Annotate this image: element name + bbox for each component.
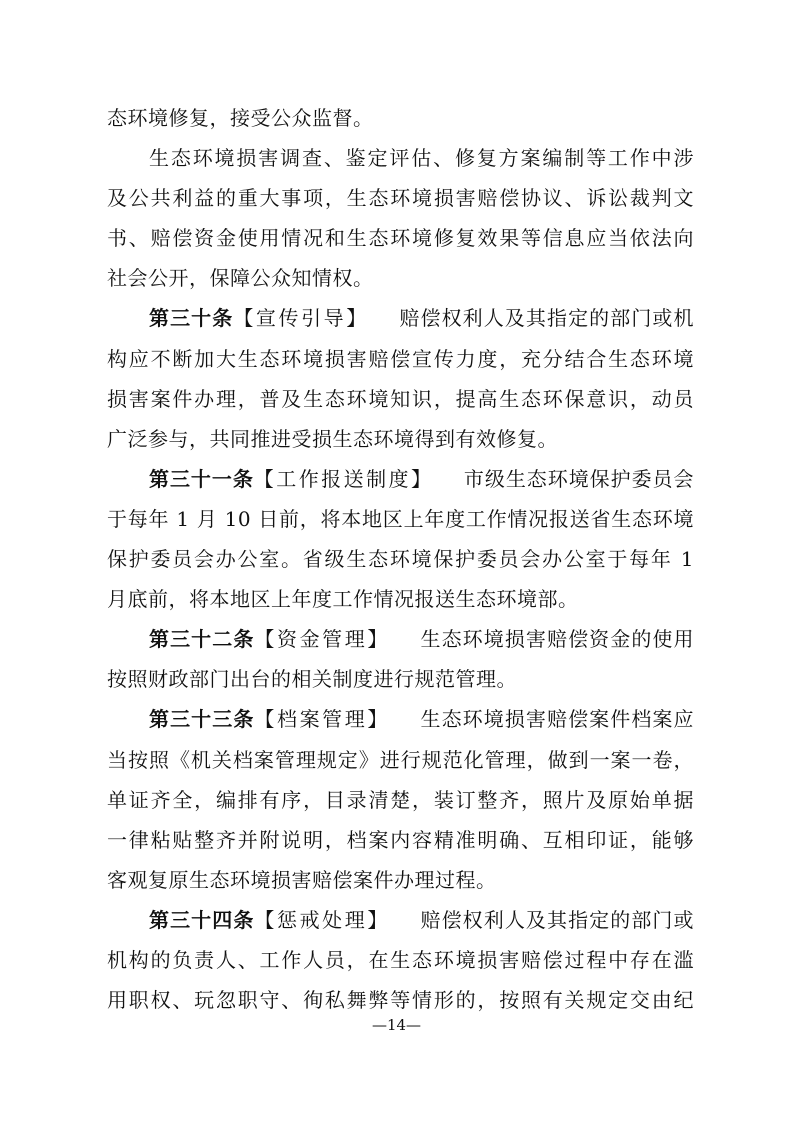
text-line: 广泛参与，共同推进受损生态环境得到有效修复。 (107, 426, 558, 451)
line-text: 生态环境损害赔偿资金的使用 (419, 627, 695, 652)
paragraph (107, 138, 694, 298)
article-paragraph (107, 900, 694, 1020)
text-line (107, 298, 694, 338)
article-paragraph (107, 459, 694, 619)
text-line: 态环境修复，接受公众监督。 (107, 106, 374, 130)
article-title: 【档案管理】 (254, 707, 390, 732)
article-title: 【宣传引导】 (233, 306, 369, 331)
text-line: 月底前，将本地区上年度工作情况报送生态环境部。 (107, 587, 579, 612)
document-body (107, 98, 694, 1020)
text-line: 及公共利益的重大事项，生态环境损害赔偿协议、诉讼裁判文 (107, 186, 694, 211)
text-line: 机构的负责人、工作人员，在生态环境损害赔偿过程中存在滥 (107, 947, 694, 972)
text-line: 一律粘贴整齐并附说明，档案内容精准明确、互相印证，能够 (107, 827, 694, 852)
text-line: 于每年 1 月 10 日前，将本地区上年度工作情况报送省生态环境 (107, 506, 694, 531)
text-line: 书、赔偿资金使用情况和生态环境修复效果等信息应当依法向 (107, 226, 694, 251)
text-line: 社会公开，保障公众知情权。 (107, 266, 374, 291)
article-title: 【惩戒处理】 (254, 907, 390, 932)
text-line: 构应不断加大生态环境损害赔偿宣传力度，充分结合生态环境 (107, 346, 694, 371)
text-line (107, 699, 694, 739)
article-title: 【资金管理】 (254, 627, 390, 652)
text-line: 客观复原生态环境损害赔偿案件办理过程。 (107, 867, 497, 892)
article-title: 【工作报送制度】 (253, 466, 434, 491)
line-text: 赔偿权利人及其指定的部门或 (419, 907, 695, 932)
text-line: 当按照《机关档案管理规定》进行规范化管理，做到一案一卷， (107, 747, 694, 772)
text-line: 保护委员会办公室。省级生态环境保护委员会办公室于每年 1 (107, 547, 694, 572)
article-paragraph (107, 699, 694, 899)
page-number: —14— (371, 1016, 422, 1034)
article-number: 第三十三条 (149, 707, 255, 732)
article-paragraph (107, 619, 694, 699)
line-text: 生态环境损害赔偿案件档案应 (419, 707, 695, 732)
article-number: 第三十二条 (149, 627, 255, 652)
text-line (107, 900, 694, 940)
text-line: 用职权、玩忽职守、徇私舞弊等情形的，按照有关规定交由纪 (107, 988, 694, 1013)
text-line: 损害案件办理，普及生态环境知识，提高生态环保意识，动员 (107, 386, 694, 411)
text-line (107, 619, 694, 659)
text-line (107, 459, 694, 499)
article-paragraph (107, 298, 694, 458)
paragraph (107, 98, 694, 138)
text-line: 生态环境损害调查、鉴定评估、修复方案编制等工作中涉 (149, 146, 694, 171)
article-number: 第三十条 (149, 306, 234, 331)
line-text: 市级生态环境保护委员会 (463, 466, 695, 491)
article-number: 第三十四条 (149, 907, 255, 932)
line-text: 赔偿权利人及其指定的部门或机 (398, 306, 695, 331)
article-number: 第三十一条 (149, 466, 254, 491)
text-line: 单证齐全，编排有序，目录清楚，装订整齐，照片及原始单据 (107, 787, 694, 812)
text-line: 按照财政部门出台的相关制度进行规范管理。 (107, 667, 517, 692)
